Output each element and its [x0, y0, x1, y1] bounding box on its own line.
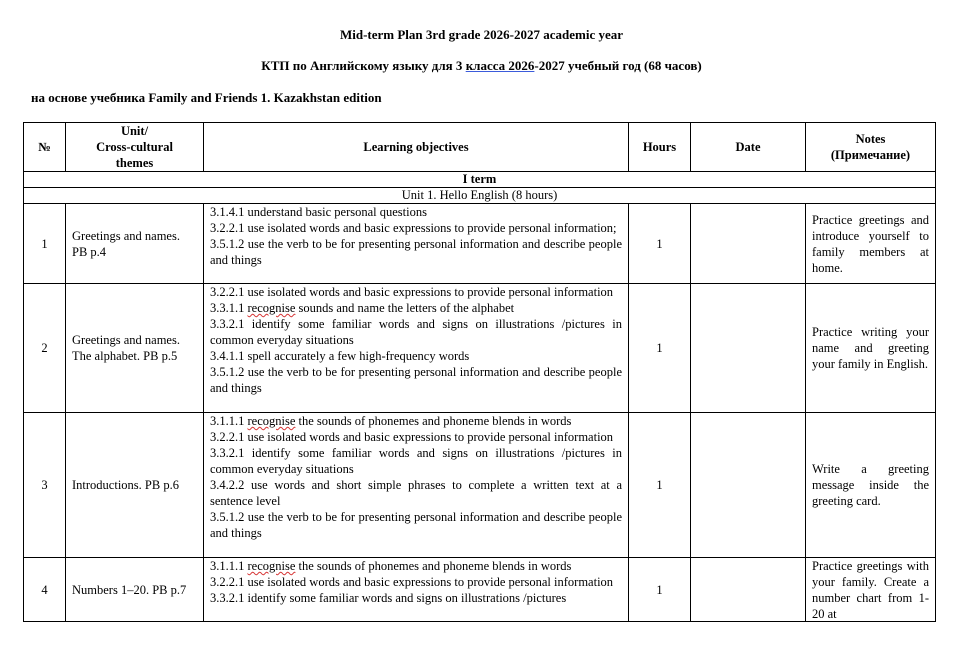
objective-item: 3.2.2.1 use isolated words and basic expressions to provide personal information	[210, 575, 614, 589]
row-unit: Numbers 1–20. PB p.7	[66, 558, 204, 622]
objective-item: 3.1.4.1 understand basic personal questions	[210, 205, 427, 219]
row-number: 3	[24, 413, 66, 558]
col-unit	[66, 123, 204, 172]
row-unit: Introductions. PB p.6	[66, 413, 204, 558]
objective-item: 3.3.2.1 identify some familiar words and signs on illustrations /pictures in common everyday situations	[210, 446, 622, 476]
col-unit-line1: Unit/	[120, 124, 149, 138]
table-row	[24, 413, 936, 558]
col-hours: Hours	[629, 123, 691, 172]
row-notes	[806, 413, 936, 558]
table-row	[24, 558, 936, 622]
subtitle-part-a: КТП по Английскому языку для 3	[261, 58, 466, 73]
term-row	[24, 172, 936, 188]
row-number: 4	[24, 558, 66, 622]
textbook-basis: на основе учебника Family and Friends 1. Kazakhstan edition	[31, 90, 382, 105]
row-hours: 1	[629, 413, 691, 558]
table-row	[24, 284, 936, 413]
row-notes-text: Practice greetings with your family. Create a number chart from 1-20 at	[812, 559, 929, 621]
objective-item: 3.2.2.1 use isolated words and basic expressions to provide personal information;	[210, 221, 617, 235]
row-unit: Greetings and names. PB p.4	[66, 204, 204, 284]
objective-item: 3.5.1.2 use the verb to be for presenting personal information and describe people and things	[210, 510, 622, 540]
objective-item: 3.3.2.1 identify some familiar words and signs on illustrations /pictures	[210, 591, 567, 605]
row-hours: 1	[629, 204, 691, 284]
plan-table	[23, 122, 936, 622]
objective-item: 3.4.1.1 spell accurately a few high-frequency words	[210, 349, 470, 363]
row-objectives	[204, 204, 629, 284]
objective-item: 3.4.2.2 use words and short simple phrases to complete a written text at a sentence level	[210, 478, 622, 508]
objective-item: 3.2.2.1 use isolated words and basic expressions to provide personal information	[210, 285, 614, 299]
row-unit: Greetings and names. The alphabet. PB p.5	[66, 284, 204, 413]
row-notes-text: Practice greetings and introduce yourself to family members at home.	[812, 212, 929, 275]
row-notes	[806, 284, 936, 413]
objective-item: 3.1.1.1 recognise the sounds of phonemes and phoneme blends in words	[210, 414, 572, 428]
spellcheck-word: recognise	[247, 414, 296, 428]
row-hours: 1	[629, 284, 691, 413]
row-notes-text: Practice writing your name and greeting your family in English.	[812, 325, 929, 371]
document-subtitle-ru	[0, 58, 963, 74]
col-unit-line2: Cross-cultural	[96, 140, 173, 154]
row-objectives	[204, 558, 629, 622]
col-unit-line3: themes	[115, 156, 154, 170]
row-objectives	[204, 284, 629, 413]
row-number: 2	[24, 284, 66, 413]
objective-item: 3.5.1.2 use the verb to be for presenting personal information and describe people and things	[210, 237, 622, 267]
row-date[interactable]	[691, 284, 806, 413]
row-date[interactable]	[691, 558, 806, 622]
row-date[interactable]	[691, 413, 806, 558]
unit-heading: Unit 1. Hello English (8 hours)	[24, 188, 936, 204]
row-date[interactable]	[691, 204, 806, 284]
row-objectives	[204, 413, 629, 558]
row-notes	[806, 204, 936, 284]
row-number: 1	[24, 204, 66, 284]
col-notes-line1: Notes	[855, 132, 886, 146]
row-notes	[806, 558, 936, 622]
row-hours: 1	[629, 558, 691, 622]
unit-heading-row	[24, 188, 936, 204]
row-notes-text: Write a greeting message inside the greeting card.	[812, 462, 929, 508]
col-date: Date	[691, 123, 806, 172]
table-row	[24, 204, 936, 284]
subtitle-part-c: -2027 учебный год (68 часов)	[534, 58, 702, 73]
objective-item: 3.1.1.1 recognise the sounds of phonemes and phoneme blends in words	[210, 559, 572, 573]
col-num: №	[24, 123, 66, 172]
col-notes-line2: (Примечание)	[830, 148, 911, 162]
spellcheck-word: recognise	[247, 301, 296, 315]
objective-item: 3.3.2.1 identify some familiar words and signs on illustrations /pictures in common everyday situations	[210, 317, 622, 347]
col-notes	[806, 123, 936, 172]
objective-item: 3.5.1.2 use the verb to be for presenting personal information and describe people and things	[210, 365, 622, 395]
subtitle-part-b: класса 2026	[465, 58, 535, 73]
document-title: Mid-term Plan 3rd grade 2026-2027 academic year	[339, 27, 624, 42]
objective-item: 3.3.1.1 recognise sounds and name the letters of the alphabet	[210, 301, 515, 315]
header-row	[24, 123, 936, 172]
objective-item: 3.2.2.1 use isolated words and basic expressions to provide personal information	[210, 430, 614, 444]
col-objectives: Learning objectives	[204, 123, 629, 172]
spellcheck-word: recognise	[247, 559, 296, 573]
term-label: I term	[24, 172, 936, 188]
